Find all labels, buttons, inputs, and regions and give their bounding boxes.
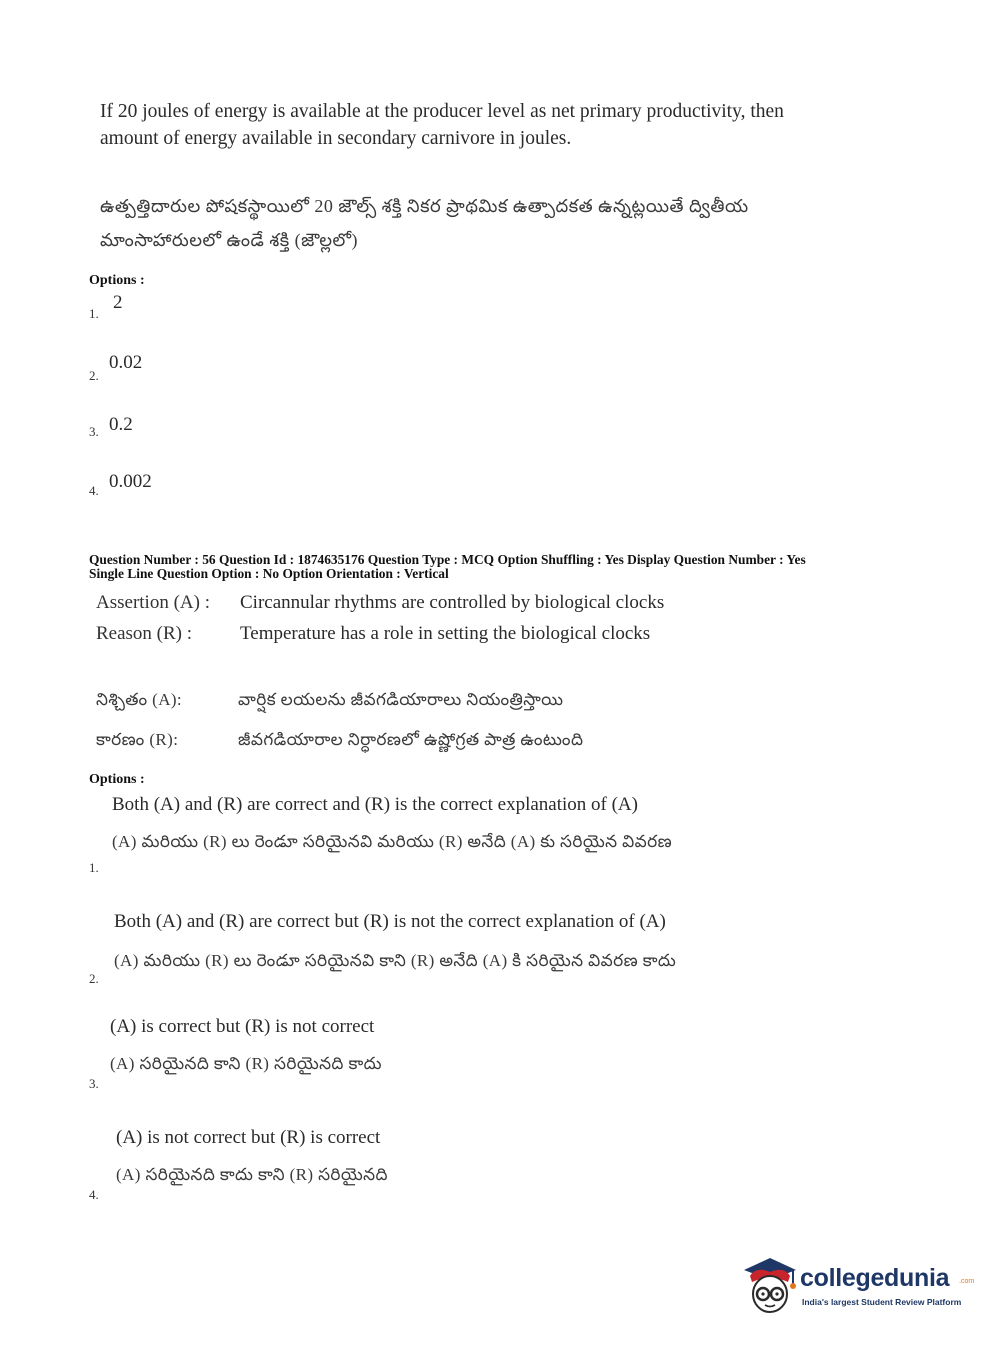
q56-meta-line1: Question Number : 56 Question Id : 1874635176 Question Type : MCQ Option Shuffling : Yes Display Question Number : Yes: [89, 552, 806, 567]
option-text-te: (A) మరియు (R) లు రెండూ సరియైనవి కాని (R) అనేది (A) కి సరియైన వివరణ కాదు: [114, 951, 677, 970]
option-number: 2.: [89, 368, 99, 383]
assertion-text: Circannular rhythms are controlled by biological clocks: [240, 592, 665, 613]
option-number: 1.: [89, 306, 99, 321]
assertion-label: Assertion (A) :: [96, 592, 210, 613]
q55-options-heading: Options :: [89, 273, 145, 288]
option-value: 2: [113, 292, 123, 313]
option-text-en: (A) is correct but (R) is not correct: [110, 1016, 375, 1037]
option-value: 0.02: [109, 352, 143, 373]
collegedunia-logo: [738, 1250, 978, 1322]
option-number: 2.: [89, 971, 99, 986]
q56-option-1[interactable]: [89, 794, 809, 878]
option-text-te: (A) మరియు (R) లు రెండూ సరియైనవి మరియు (R) అనేది (A) కు సరియైన వివరణ: [112, 832, 673, 851]
q55-text-te-line2: మాంసాహారులలో ఉండే శక్తి (జౌల్లలో): [100, 230, 358, 250]
logo-wordmark: collegedunia: [800, 1264, 950, 1292]
q55-text-te-line1: ఉత్పత్తిదారుల పోషకస్థాయిలో 20 జౌల్స్ శక్తి నికర ప్రాథమిక ఉత్పాదకత ఉన్నట్లయితే ద్వితీయ: [100, 196, 749, 216]
option-value: 0.002: [109, 471, 152, 492]
te-reason-text: జీవగడియారాల నిర్ధారణలో ఉష్ణోగ్రత పాత్ర ఉంటుంది: [238, 730, 584, 749]
q56-option-4[interactable]: [89, 1127, 809, 1205]
reason-text: Temperature has a role in setting the biological clocks: [240, 623, 651, 644]
option-number: 3.: [89, 424, 99, 439]
logo-tagline: India's largest Student Review Platform: [802, 1297, 962, 1307]
option-number: 3.: [89, 1076, 99, 1091]
option-number: 4.: [89, 483, 99, 498]
q55-text-en-line2: amount of energy available in secondary carnivore in joules.: [100, 128, 572, 149]
reason-label: Reason (R) :: [96, 623, 193, 644]
q56-option-2[interactable]: [89, 911, 809, 989]
mascot-icon: [738, 1250, 800, 1318]
q55-text-en-line1: If 20 joules of energy is available at the producer level as net primary productivity, then: [100, 101, 784, 122]
q56-options-heading: Options :: [89, 772, 145, 787]
option-text-en: Both (A) and (R) are correct and (R) is the correct explanation of (A): [112, 794, 638, 815]
logo-suffix: .com: [959, 1278, 975, 1285]
te-assertion-label: నిశ్చితం (A):: [96, 690, 183, 709]
option-text-te: (A) సరియైనది కాని (R) సరియైనది కాదు: [110, 1054, 382, 1073]
q56-option-3[interactable]: [89, 1016, 809, 1094]
te-reason-label: కారణం (R):: [96, 730, 179, 749]
option-text-te: (A) సరియైనది కాదు కాని (R) సరియైనది: [116, 1165, 388, 1184]
option-number: 1.: [89, 860, 99, 875]
te-assertion-text: వార్షిక లయలను జీవగడియారాలు నియంత్రిస్తాయి: [238, 690, 564, 709]
option-text-en: Both (A) and (R) are correct but (R) is not the correct explanation of (A): [114, 911, 666, 932]
option-number: 4.: [89, 1187, 99, 1202]
option-value: 0.2: [109, 414, 133, 435]
q56-meta-line2: Single Line Question Option : No Option Orientation : Vertical: [89, 566, 449, 581]
option-text-en: (A) is not correct but (R) is correct: [116, 1127, 381, 1148]
